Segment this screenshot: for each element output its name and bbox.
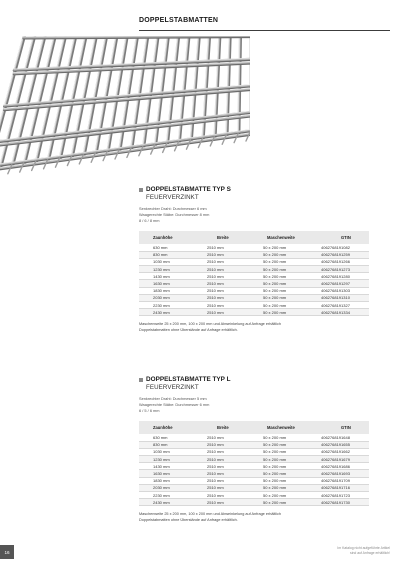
table-cell: 2510 mm <box>199 273 255 280</box>
column-header: Zaunhöhe <box>153 235 173 240</box>
table-cell: 4062768191662 <box>317 448 369 455</box>
mesh-vertical-wire <box>179 36 189 142</box>
table-cell: 50 x 200 mm <box>255 251 317 258</box>
mesh-highlight <box>0 36 25 168</box>
spec-line: Senkrechter Draht: Durchmesser 5 mm <box>139 396 207 401</box>
table-cell: 2510 mm <box>199 448 255 455</box>
table-cell: 2510 mm <box>199 463 255 470</box>
table-cell: 4062768191648 <box>317 434 369 441</box>
table-cell: 4062768191723 <box>317 492 369 499</box>
table-cell: 4062768191730 <box>317 499 369 506</box>
table-cell: 50 x 200 mm <box>255 302 317 309</box>
table-cell: 4062768191297 <box>317 280 369 287</box>
wire-mesh-image <box>0 36 250 202</box>
table-cell: 2510 mm <box>199 251 255 258</box>
table-cell: 630 mm <box>139 244 199 251</box>
table-cell: 2030 mm <box>139 484 199 491</box>
table-cell: 2430 mm <box>139 309 199 316</box>
table-cell: 4062768191273 <box>317 266 369 273</box>
section-title-text: DOPPELSTABMATTE TYP L <box>146 376 231 383</box>
table-cell: 1430 mm <box>139 463 199 470</box>
table-cell: 2510 mm <box>199 244 255 251</box>
table-cell: 2030 mm <box>139 294 199 301</box>
note-line: Doppelstabmatten ohne Überstände auf Anfrage erhältlich. <box>139 327 238 332</box>
section-subtitle: FEUERVERZINKT <box>146 194 199 201</box>
table-cell: 2230 mm <box>139 302 199 309</box>
table-cell: 1030 mm <box>139 448 199 455</box>
table-row <box>139 477 369 484</box>
spec-line: 6 / 5 / 6 mm <box>139 408 160 413</box>
table-cell: 1630 mm <box>139 470 199 477</box>
table-cell: 50 x 200 mm <box>255 258 317 265</box>
column-header: Maschenweite <box>267 425 295 430</box>
section-title-text: DOPPELSTABMATTE TYP S <box>146 186 231 193</box>
table-row <box>139 258 369 265</box>
table-cell: 4062768191693 <box>317 470 369 477</box>
page-header <box>0 0 400 36</box>
table-cell: 50 x 200 mm <box>255 477 317 484</box>
table-cell: 630 mm <box>139 434 199 441</box>
table-cell: 50 x 200 mm <box>255 434 317 441</box>
table-cell: 2510 mm <box>199 434 255 441</box>
column-header: Breite <box>217 425 229 430</box>
table-cell: 2510 mm <box>199 258 255 265</box>
table-cell: 2510 mm <box>199 302 255 309</box>
table-cell: 2510 mm <box>199 280 255 287</box>
table-row <box>139 499 369 506</box>
note-line: Maschenweite 25 x 200 mm, 100 x 200 mm und Abweinkelung auf Anfrage erhältlich <box>139 512 282 517</box>
table-row <box>139 266 369 273</box>
spec-line: Waagerechte Stäbe: Durchmesser 6 mm <box>139 402 210 407</box>
page-number: 16 <box>0 545 14 559</box>
table-row <box>139 456 369 463</box>
table-cell: 1430 mm <box>139 273 199 280</box>
spec-line: Senkrechter Draht: Durchmesser 6 mm <box>139 206 207 211</box>
table-cell: 2510 mm <box>199 499 255 506</box>
table-cell: 4062768191334 <box>317 309 369 316</box>
table-row <box>139 448 369 455</box>
table-row <box>139 280 369 287</box>
table-cell: 2510 mm <box>199 470 255 477</box>
mesh-vertical-wire <box>190 36 198 140</box>
header-rule <box>139 30 390 31</box>
table-cell: 2510 mm <box>199 456 255 463</box>
table-cell: 50 x 200 mm <box>255 492 317 499</box>
table-cell: 4062768191686 <box>317 463 369 470</box>
mesh-vertical-wire <box>0 36 25 168</box>
table-cell: 50 x 200 mm <box>255 484 317 491</box>
table-cell: 2510 mm <box>199 309 255 316</box>
table-cell: 830 mm <box>139 441 199 448</box>
note-line: Maschenweite 25 x 200 mm, 100 x 200 mm und Abweinkelung auf Anfrage erhältlich <box>139 322 282 327</box>
column-header: Maschenweite <box>267 235 295 240</box>
table-cell: 2510 mm <box>199 294 255 301</box>
table-cell: 4062768191679 <box>317 456 369 463</box>
column-header: GTIN <box>341 425 351 430</box>
table-cell: 4062768191280 <box>317 273 369 280</box>
table-row <box>139 484 369 491</box>
table-cell: 50 x 200 mm <box>255 499 317 506</box>
table-cell: 50 x 200 mm <box>255 309 317 316</box>
table-cell: 4062768191303 <box>317 287 369 294</box>
table-cell: 2510 mm <box>199 266 255 273</box>
table-cell: 4062768191709 <box>317 477 369 484</box>
table-cell: 50 x 200 mm <box>255 463 317 470</box>
table-cell: 4062768191310 <box>317 294 369 301</box>
table-cell: 50 x 200 mm <box>255 441 317 448</box>
table-row <box>139 492 369 499</box>
table-cell: 2510 mm <box>199 441 255 448</box>
table-cell: 4062768191082 <box>317 244 369 251</box>
table-cell: 2510 mm <box>199 287 255 294</box>
table-cell: 2510 mm <box>199 484 255 491</box>
mesh-vertical-wire <box>167 36 179 143</box>
table-cell: 50 x 200 mm <box>255 294 317 301</box>
table-row <box>139 244 369 251</box>
table-row <box>139 294 369 301</box>
table-cell: 4062768191716 <box>317 484 369 491</box>
section-typ-l <box>139 375 369 524</box>
table-row <box>139 302 369 309</box>
column-header: GTIN <box>341 235 351 240</box>
table-note <box>139 322 369 333</box>
page-title: DOPPELSTABMATTEN <box>139 17 219 24</box>
footer-note <box>337 546 390 556</box>
bullet-square-icon <box>139 378 143 382</box>
table-header-row <box>139 231 369 244</box>
product-table <box>139 231 369 316</box>
table-cell: 4062768191266 <box>317 258 369 265</box>
table-row <box>139 470 369 477</box>
spec-list <box>139 396 369 414</box>
table-cell: 50 x 200 mm <box>255 470 317 477</box>
section-title <box>139 375 369 384</box>
mesh-shadow-wire <box>96 36 118 154</box>
table-cell: 50 x 200 mm <box>255 244 317 251</box>
note-line: Doppelstabmatten ohne Überstände auf Anfrage erhältlich. <box>139 517 238 522</box>
table-cell: 1230 mm <box>139 456 199 463</box>
table-cell: 50 x 200 mm <box>255 266 317 273</box>
table-cell: 50 x 200 mm <box>255 448 317 455</box>
wire-mesh-panel-photo <box>0 36 250 202</box>
table-cell: 4062768191327 <box>317 302 369 309</box>
spec-line: Waagerechte Stäbe: Durchmesser 8 mm <box>139 212 210 217</box>
table-cell: 2510 mm <box>199 477 255 484</box>
table-cell: 50 x 200 mm <box>255 287 317 294</box>
table-cell: 4062768191655 <box>317 441 369 448</box>
table-row <box>139 287 369 294</box>
table-row <box>139 273 369 280</box>
mesh-shadow-wire <box>84 36 108 156</box>
table-cell: 50 x 200 mm <box>255 456 317 463</box>
mesh-shadow-wire <box>108 36 128 153</box>
mesh-vertical-wire <box>202 36 209 139</box>
column-header: Breite <box>217 235 229 240</box>
table-cell: 2230 mm <box>139 492 199 499</box>
table-cell: 2510 mm <box>199 492 255 499</box>
section-typ-s <box>139 185 369 334</box>
table-row <box>139 434 369 441</box>
table-cell: 1830 mm <box>139 477 199 484</box>
section-subtitle: FEUERVERZINKT <box>146 384 199 391</box>
table-cell: 2430 mm <box>139 499 199 506</box>
product-table <box>139 421 369 506</box>
table-cell: 1830 mm <box>139 287 199 294</box>
column-header: Zaunhöhe <box>153 425 173 430</box>
table-note <box>139 512 369 523</box>
table-row <box>139 309 369 316</box>
footer-note-line: Im Katalog nicht aufgeführte Artikel <box>337 546 390 550</box>
table-row <box>139 441 369 448</box>
table-cell: 4062768191259 <box>317 251 369 258</box>
table-cell: 50 x 200 mm <box>255 280 317 287</box>
bullet-square-icon <box>139 188 143 192</box>
spec-line: 8 / 6 / 8 mm <box>139 218 160 223</box>
table-cell: 1230 mm <box>139 266 199 273</box>
footer-note-line: sind auf Anfrage erhältlich! <box>350 551 390 555</box>
table-header-row <box>139 421 369 434</box>
table-cell: 1630 mm <box>139 280 199 287</box>
section-title <box>139 185 369 194</box>
table-cell: 1030 mm <box>139 258 199 265</box>
table-cell: 830 mm <box>139 251 199 258</box>
table-cell: 50 x 200 mm <box>255 273 317 280</box>
table-row <box>139 251 369 258</box>
spec-list <box>139 206 369 224</box>
table-row <box>139 463 369 470</box>
